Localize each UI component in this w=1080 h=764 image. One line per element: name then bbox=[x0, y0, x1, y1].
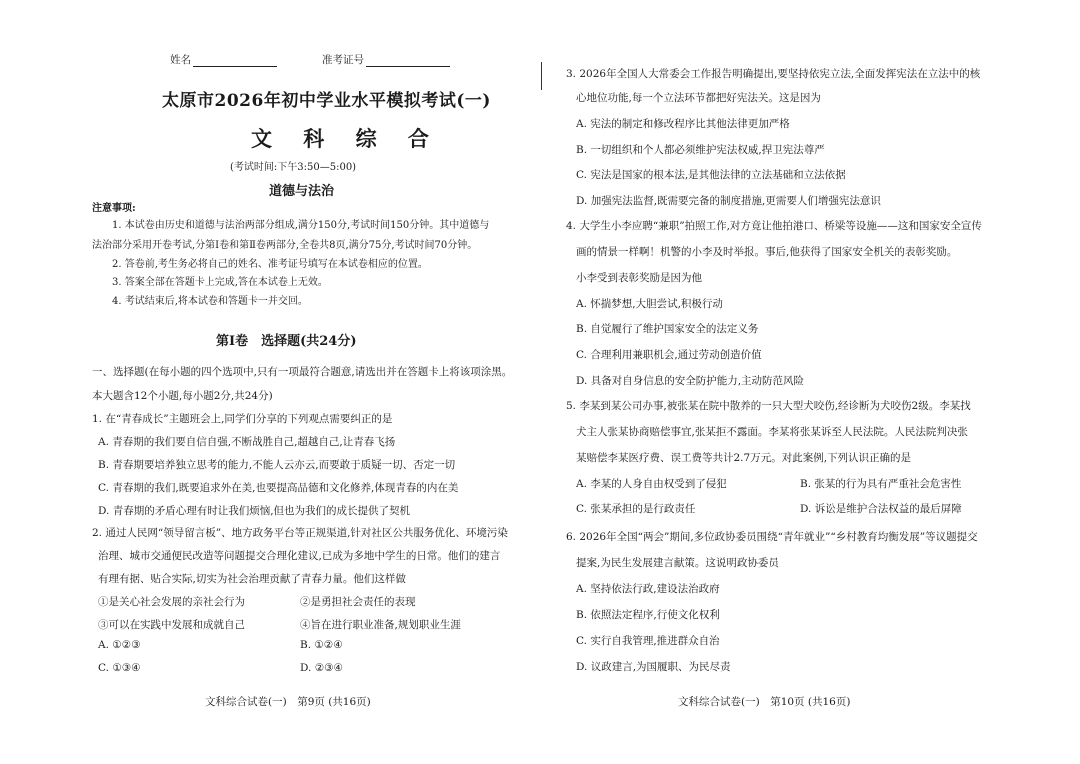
right-footer: 文科综合试卷(一) 第10页 (共16页) bbox=[678, 696, 851, 708]
note-line-5: 4. 考试结束后,将本试卷和答题卡一并交回。 bbox=[112, 296, 308, 307]
q2-stem-line-1: 2. 通过人民网“领导留言板”、地方政务平台等正规渠道,针对社区公共服务优化、环境污染 bbox=[92, 527, 508, 539]
instruction-line-2: 本大题含12个小题,每小题2分,共24分) bbox=[92, 390, 273, 402]
left-footer: 文科综合试卷(一) 第9页 (共16页) bbox=[205, 696, 371, 708]
part-title: 第Ⅰ卷 选择题(共24分) bbox=[216, 334, 357, 349]
q2-stem-line-2: 治理、城市交通便民改造等问题提交合理化建议,已成为多地中学生的日常。他们的建言 bbox=[98, 550, 501, 562]
q2-statement-4: ④旨在进行职业准备,规划职业生涯 bbox=[300, 619, 461, 631]
q5-option-b: B. 张某的行为具有严重社会危害性 bbox=[800, 478, 962, 490]
q4-option-b: B. 自觉履行了维护国家安全的法定义务 bbox=[576, 323, 759, 335]
notes-heading: 注意事项: bbox=[92, 203, 136, 214]
exam-id-label: 准考证号 bbox=[322, 54, 364, 66]
q1-stem: 1. 在“青春成长”主题班会上,同学们分享的下列观点需要纠正的是 bbox=[92, 413, 393, 425]
section-heading: 道德与法治 bbox=[269, 184, 335, 199]
q3-option-d: D. 加强宪法监督,既需要完备的制度措施,更需要人们增强宪法意识 bbox=[576, 195, 881, 207]
q3-stem-line-1: 3. 2026年全国人大常委会工作报告明确提出,要坚持依宪立法,全面发挥宪法在立法中的核 bbox=[566, 68, 981, 80]
q5-option-a: A. 李某的人身自由权受到了侵犯 bbox=[576, 478, 727, 490]
note-line-3: 2. 答卷前,考生务必将自己的姓名、准考证号填写在本试卷相应的位置。 bbox=[112, 259, 428, 270]
q2-stem-line-3: 有理有据、贴合实际,切实为社会治理贡献了青春力量。他们这样做 bbox=[98, 573, 406, 585]
q5-stem-line-1: 5. 李某到某公司办事,被张某在院中散养的一只大型犬咬伤,经诊断为犬咬伤2级。李某找 bbox=[566, 400, 971, 412]
q5-stem-line-2: 犬主人张某协商赔偿事宜,张某拒不露面。李某将张某诉至人民法院。人民法院判决张 bbox=[576, 426, 968, 438]
q4-stem-line-3: 小李受到表彰奖励是因为他 bbox=[576, 272, 702, 284]
q2-option-c: C. ①③④ bbox=[98, 662, 141, 674]
q6-option-c: C. 实行自我管理,推进群众自治 bbox=[576, 635, 720, 647]
q1-option-b: B. 青春期要培养独立思考的能力,不能人云亦云,而要敢于质疑一切、否定一切 bbox=[98, 459, 456, 471]
q4-option-a: A. 怀揣梦想,大胆尝试,积极行动 bbox=[576, 298, 723, 310]
right-page bbox=[540, 0, 1080, 764]
q2-option-b: B. ①②④ bbox=[300, 639, 343, 651]
q3-option-b: B. 一切组织和个人都必须维护宪法权威,捍卫宪法尊严 bbox=[576, 144, 825, 156]
q6-stem-line-1: 6. 2026年全国“两会”期间,多位政协委员围绕“青年就业”“乡村教育均衡发展”等议题提交 bbox=[566, 531, 978, 543]
name-blank bbox=[193, 55, 277, 67]
q4-stem-line-2: 画的情景一样啊！机警的小李及时举报。事后,他获得了国家安全机关的表彰奖励。 bbox=[576, 246, 958, 258]
q5-option-c: C. 张某承担的是行政责任 bbox=[576, 503, 696, 515]
q2-option-d: D. ②③④ bbox=[300, 662, 343, 674]
q2-statement-2: ②是勇担社会责任的表现 bbox=[300, 596, 416, 608]
q1-option-c: C. 青春期的我们,既要追求外在美,也要提高品德和文化修养,体现青春的内在美 bbox=[98, 482, 459, 494]
name-label: 姓名 bbox=[170, 54, 191, 66]
note-line-4: 3. 答案全部在答题卡上完成,答在本试卷上无效。 bbox=[112, 277, 328, 288]
q2-option-a: A. ①②③ bbox=[98, 639, 141, 651]
q6-option-b: B. 依照法定程序,行使文化权利 bbox=[576, 609, 720, 621]
q4-option-d: D. 具备对自身信息的安全防护能力,主动防范风险 bbox=[576, 375, 805, 387]
q6-option-d: D. 议政建言,为国履职、为民尽责 bbox=[576, 661, 731, 673]
q4-stem-line-1: 4. 大学生小李应聘“兼职”拍照工作,对方竟让他拍港口、桥梁等设施——这和国家安全宣传 bbox=[566, 220, 982, 232]
q1-option-d: D. 青春期的矛盾心理有时让我们烦恼,但也为我们的成长提供了契机 bbox=[98, 505, 411, 517]
q5-option-d: D. 诉讼是维护合法权益的最后屏障 bbox=[800, 503, 962, 515]
q3-option-c: C. 宪法是国家的根本法,是其他法律的立法基础和立法依据 bbox=[576, 169, 846, 181]
q2-statement-3: ③可以在实践中发展和成就自己 bbox=[98, 619, 245, 631]
exam-title: 太原市2026年初中学业水平模拟考试(一) bbox=[162, 91, 491, 111]
q1-option-a: A. 青春期的我们要自信自强,不断战胜自己,超越自己,让青春飞扬 bbox=[98, 436, 396, 448]
q4-option-c: C. 合理利用兼职机会,通过劳动创造价值 bbox=[576, 349, 762, 361]
exam-id-field bbox=[322, 52, 450, 67]
q3-option-a: A. 宪法的制定和修改程序比其他法律更加严格 bbox=[576, 118, 790, 130]
q5-stem-line-3: 某赔偿李某医疗费、误工费等共计2.7万元。对此案例,下列认识正确的是 bbox=[576, 452, 912, 464]
note-line-1: 1. 本试卷由历史和道德与法治两部分组成,满分150分,考试时间150分钟。其中道德与 bbox=[112, 220, 490, 231]
subject-title: 文 科 综 合 bbox=[251, 126, 441, 151]
q3-stem-line-2: 心地位功能,每一个立法环节都把好宪法关。这是因为 bbox=[576, 92, 821, 104]
instruction-line-1: 一、选择题(在每小题的四个选项中,只有一项最符合题意,请选出并在答题卡上将该项涂黑。 bbox=[92, 366, 513, 378]
q2-statement-1: ①是关心社会发展的亲社会行为 bbox=[98, 596, 245, 608]
exam-time: (考试时间:下午3:50—5:00) bbox=[230, 162, 357, 173]
note-line-2: 法治部分采用开卷考试,分第Ⅰ卷和第Ⅱ卷两部分,全卷共8页,满分75分,考试时间70分钟。 bbox=[92, 240, 478, 251]
name-field bbox=[170, 52, 277, 67]
q6-stem-line-2: 提案,为民生发展建言献策。这说明政协委员 bbox=[576, 557, 779, 569]
q6-option-a: A. 坚持依法行政,建设法治政府 bbox=[576, 583, 720, 595]
exam-id-blank bbox=[366, 55, 450, 67]
